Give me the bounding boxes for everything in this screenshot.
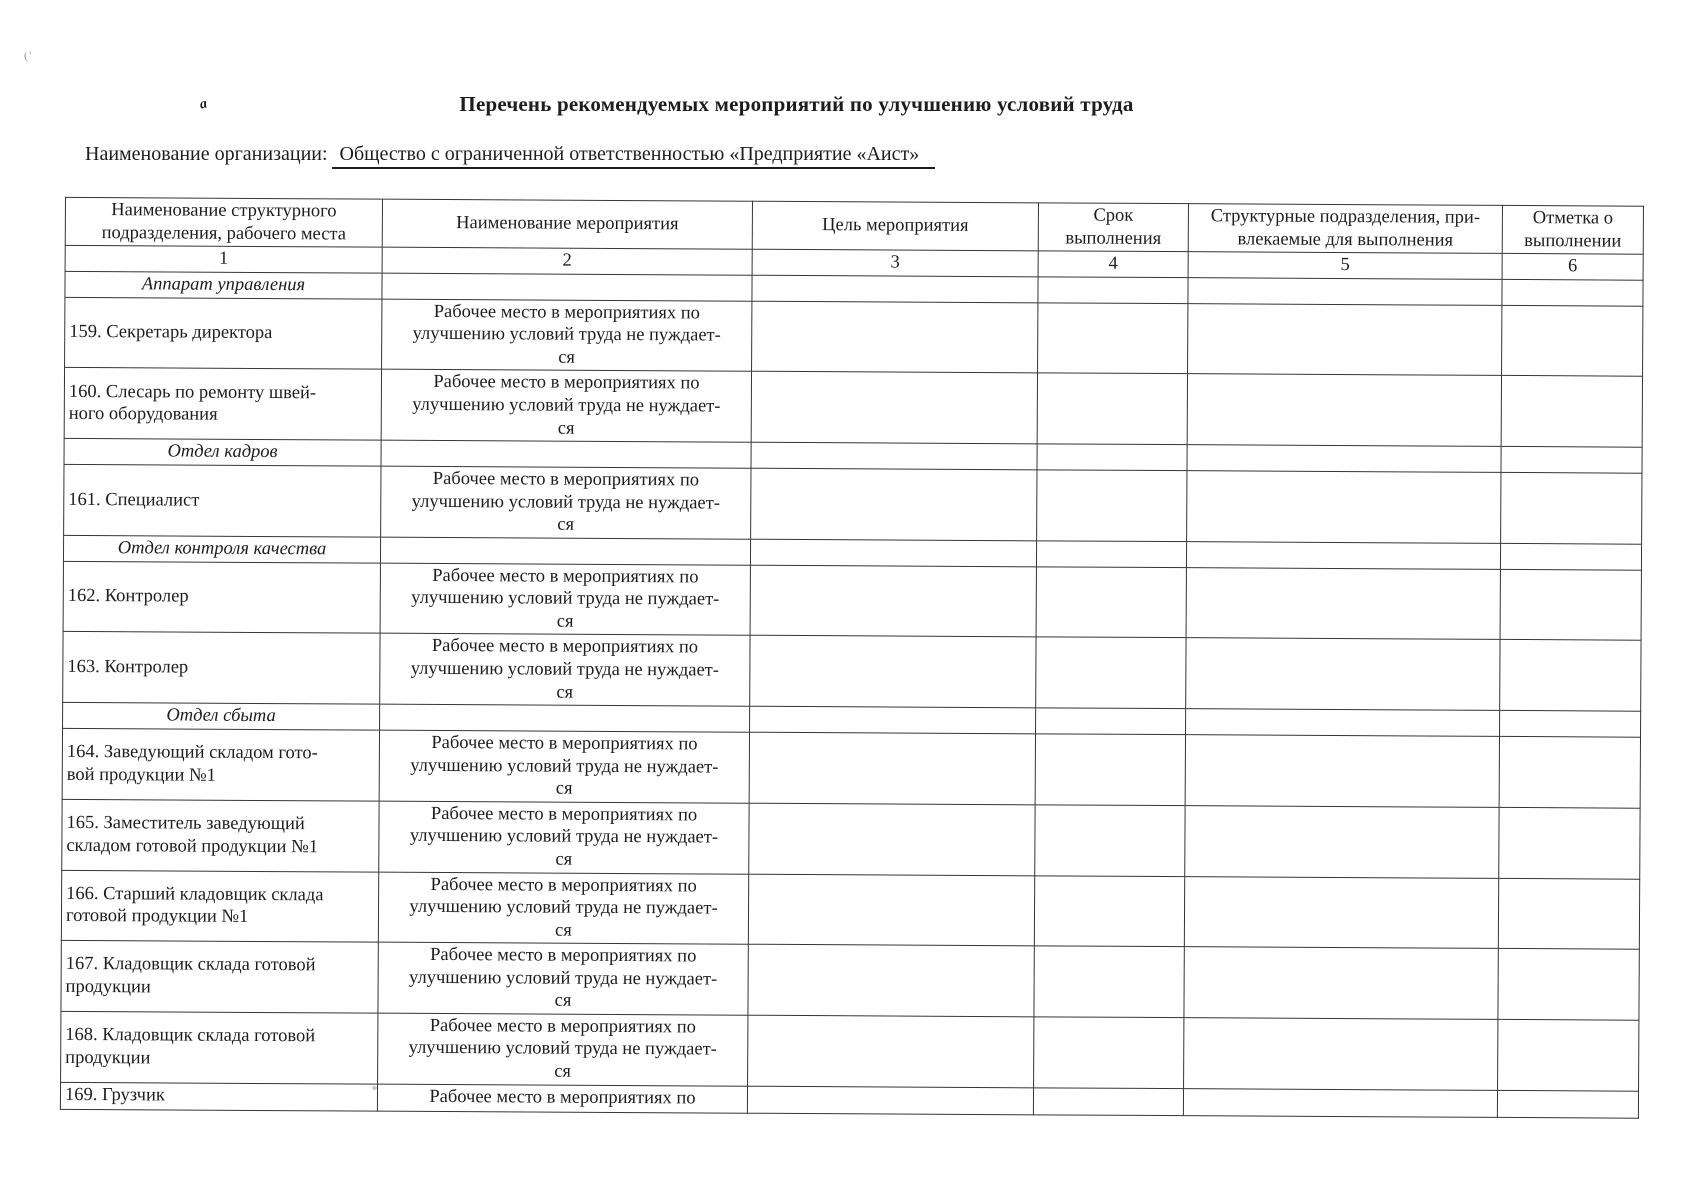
workplace-cell: 168. Кладовщик склада готовой продукции (61, 1011, 378, 1083)
empty-cell (1036, 708, 1186, 735)
departments-cell (1185, 805, 1499, 877)
organization-name-value: Общество с ограниченной ответственностью «Предприятие «Аист» (332, 143, 936, 169)
deadline-cell (1037, 373, 1187, 445)
departments-cell (1187, 471, 1501, 543)
header-cell: Структурные подразделения, при- влекаемые для выполнения (1188, 204, 1502, 254)
goal-cell (752, 301, 1038, 373)
measure-cell: Рабочее место в мероприятиях по улучшению условий труда не нуждает- ся (380, 634, 750, 707)
completion-mark-cell (1501, 472, 1642, 543)
deadline-cell (1033, 1087, 1183, 1115)
empty-cell (1037, 444, 1187, 471)
completion-mark-cell (1497, 1090, 1638, 1118)
column-number-cell: 2 (382, 247, 752, 275)
measure-cell: Рабочее место в мероприятиях по улучшению условий труда не нуждает- ся (379, 801, 749, 874)
workplace-row (62, 729, 1640, 808)
empty-cell (382, 273, 752, 301)
section-title-cell: Аппарат управления (65, 271, 382, 299)
deadline-cell (1035, 805, 1185, 877)
empty-cell (750, 539, 1036, 567)
empty-cell (1500, 543, 1641, 570)
column-number-cell: 5 (1188, 252, 1502, 279)
departments-cell (1185, 735, 1499, 807)
workplace-row (64, 368, 1642, 447)
workplace-row (63, 561, 1641, 640)
completion-mark-cell (1501, 376, 1642, 447)
header-cell: Отметка о выполнении (1502, 205, 1643, 254)
workplace-cell: 167. Кладовщик склада готовой продукции (61, 941, 378, 1013)
empty-cell (380, 537, 750, 565)
goal-cell (748, 1015, 1034, 1087)
header-row (65, 197, 1643, 254)
goal-cell (750, 565, 1036, 637)
table-head (65, 197, 1643, 279)
departments-cell (1186, 638, 1500, 710)
workplace-cell: 161. Специалист (64, 464, 381, 536)
deadline-cell (1035, 734, 1185, 806)
completion-mark-cell (1498, 949, 1639, 1020)
workplace-cell: 162. Контролер (63, 561, 380, 633)
deadline-cell (1034, 946, 1184, 1018)
completion-mark-cell (1500, 569, 1641, 640)
empty-cell (750, 706, 1036, 734)
empty-cell (381, 440, 751, 468)
deadline-cell (1034, 1017, 1184, 1089)
departments-cell (1184, 876, 1498, 948)
completion-mark-cell (1499, 737, 1640, 808)
completion-mark-cell (1498, 1019, 1639, 1090)
workplace-row (62, 799, 1640, 878)
section-title-cell: Отдел сбыта (63, 703, 380, 731)
departments-cell (1187, 374, 1501, 446)
workplace-row (64, 464, 1642, 543)
empty-cell (1186, 541, 1500, 569)
workplace-cell: 160. Слесарь по ремонту швей- ного оборудования (64, 368, 381, 440)
empty-cell (380, 704, 750, 732)
departments-cell (1183, 1088, 1497, 1117)
goal-cell (750, 636, 1036, 708)
measure-cell: Рабочее место в мероприятиях по улучшению условий труда не пуждает- ся (378, 1013, 748, 1086)
section-title-cell: Отдел кадров (64, 438, 381, 466)
measure-cell: Рабочее место в мероприятиях по (377, 1084, 747, 1113)
table-body (60, 271, 1643, 1118)
workplace-cell: 169. Грузчик (60, 1082, 377, 1111)
empty-cell (1187, 445, 1501, 473)
workplace-row (61, 1011, 1639, 1090)
column-number-cell: 1 (65, 246, 382, 273)
header-cell: Наименование структурного подразделения, рабочего места (65, 197, 382, 247)
deadline-cell (1037, 470, 1187, 542)
document-title: Перечень рекомендуемых мероприятий по улучшению условий труда (459, 92, 1134, 116)
column-number-cell: 6 (1502, 254, 1643, 280)
completion-mark-cell (1498, 878, 1639, 949)
completion-mark-cell (1500, 640, 1641, 711)
column-number-cell: 3 (752, 249, 1038, 276)
workplace-cell: 163. Контролер (63, 632, 380, 704)
scan-artifact-mark: а (198, 96, 209, 113)
workplace-cell: 166. Старший кладовщик склада готовой продукции №1 (61, 870, 378, 942)
empty-cell (1500, 711, 1641, 738)
workplace-row (61, 941, 1639, 1020)
goal-cell (748, 874, 1034, 946)
measure-cell: Рабочее место в мероприятиях по улучшению условий труда не нуждает- ся (381, 466, 751, 539)
workplace-cell: 165. Заместитель заведующий складом готовой продукции №1 (62, 799, 379, 871)
measure-cell: Рабочее место в мероприятиях по улучшению условий труда не нуждает- ся (381, 370, 751, 443)
goal-cell (748, 944, 1034, 1016)
departments-cell (1184, 1018, 1498, 1090)
measure-cell: Рабочее место в мероприятиях по улучшению условий труда не пуждает- ся (378, 872, 748, 945)
completion-mark-cell (1502, 305, 1643, 376)
workplace-row (63, 632, 1641, 711)
goal-cell (751, 372, 1037, 444)
departments-cell (1186, 567, 1500, 639)
departments-cell (1184, 947, 1498, 1019)
workplace-row (65, 297, 1643, 376)
empty-cell (1186, 709, 1500, 737)
empty-cell (1501, 446, 1642, 473)
measure-cell: Рабочее место в мероприятиях по улучшению условий труда не пуждает- ся (382, 299, 752, 372)
header-cell: Цель мероприятия (752, 201, 1038, 251)
workplace-row (61, 870, 1639, 949)
workplace-cell: 164. Заведующий складом гото- вой продукции №1 (62, 729, 379, 801)
goal-cell (749, 732, 1035, 804)
column-number-cell: 4 (1038, 251, 1188, 277)
empty-cell (752, 275, 1038, 303)
header-cell: Наименование мероприятия (382, 199, 752, 249)
empty-cell (1038, 277, 1188, 304)
goal-cell (747, 1086, 1033, 1115)
empty-cell (1502, 279, 1643, 306)
departments-cell (1188, 303, 1502, 375)
organization-line (85, 143, 1683, 166)
section-title-cell: Отдел контроля качества (63, 535, 380, 563)
organization-label: Наименование организации: (85, 143, 328, 165)
goal-cell (749, 803, 1035, 875)
empty-cell (1188, 277, 1502, 305)
deadline-cell (1036, 567, 1186, 639)
deadline-cell (1038, 303, 1188, 375)
workplace-cell: 159. Секретарь директора (65, 297, 382, 369)
empty-cell (1036, 541, 1186, 568)
measure-cell: Рабочее место в мероприятиях по улучшению условий труда не нуждает- ся (379, 730, 749, 803)
goal-cell (751, 468, 1037, 540)
scan-artifact-mark: (' (23, 49, 35, 63)
measure-cell: Рабочее место в мероприятиях по улучшению условий труда не нуждает- ся (378, 942, 748, 1015)
completion-mark-cell (1499, 807, 1640, 878)
deadline-cell (1034, 875, 1184, 947)
empty-cell (751, 442, 1037, 470)
measures-table (60, 197, 1644, 1118)
header-cell: Срок выполнения (1038, 203, 1188, 252)
deadline-cell (1036, 637, 1186, 709)
measure-cell: Рабочее место в мероприятиях по улучшению условий труда не пуждает- ся (380, 563, 750, 636)
